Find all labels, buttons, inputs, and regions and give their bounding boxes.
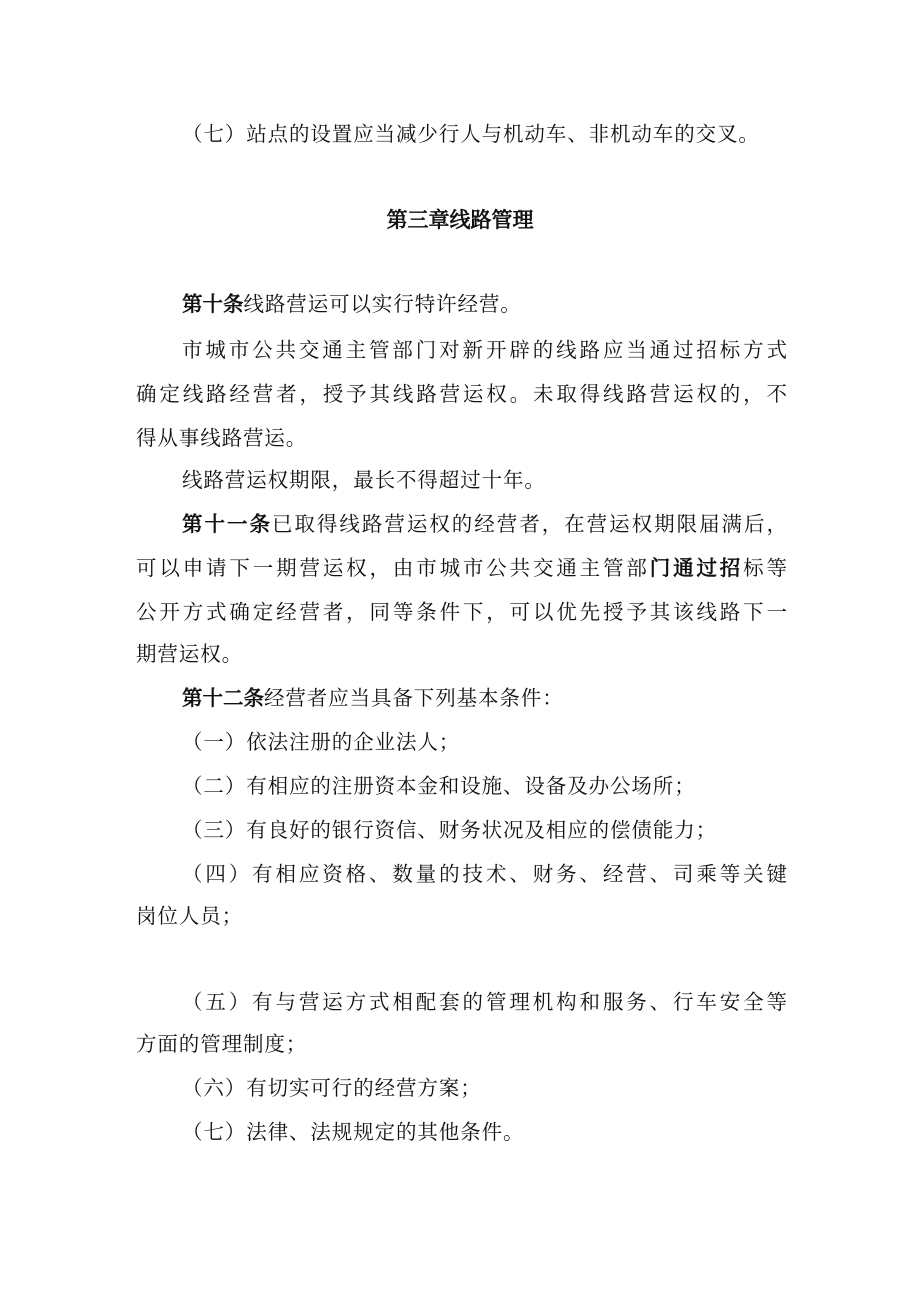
article-10-para3: 线路营运权期限，最长不得超过十年。 xyxy=(182,468,546,492)
article-11-line4: 期营运权。 xyxy=(136,642,243,666)
article-12-item-2: （二）有相应的注册资本金和设施、设备及办公场所； xyxy=(182,774,696,798)
article-12-item-5-cont: 方面的管理制度； xyxy=(136,1032,308,1056)
article-12-item-3: （三）有良好的银行资信、财务状况及相应的偿债能力； xyxy=(182,818,717,842)
article-11-line2-bold: 门通过招 xyxy=(649,556,744,580)
article-11-line1 xyxy=(182,510,787,538)
article-12-item-5: （五）有与营运方式相配套的管理机构和服务、行车安全等 xyxy=(182,990,787,1014)
article-12-heading xyxy=(182,684,564,712)
article-10-para2-line3: 得从事线路营运。 xyxy=(136,426,308,450)
article-11-line2 xyxy=(136,554,787,582)
article-10-para2-line2: 确定线路经营者，授予其线路营运权。未取得线路营运权的，不 xyxy=(136,382,787,406)
article-12-item-6: （六）有切实可行的经营方案； xyxy=(182,1076,482,1100)
article-12-item-4-cont: 岗位人员； xyxy=(136,904,243,928)
chapter-title: 第三章线路管理 xyxy=(386,208,534,232)
article-11-line2-c: 标等 xyxy=(743,556,788,580)
article-11-line3: 公开方式确定经营者，同等条件下，可以优先授予其该线路下一 xyxy=(136,600,787,624)
article-12-text: 经营者应当具备下列基本条件： xyxy=(264,686,564,710)
prev-item-7: （七）站点的设置应当减少行人与机动车、非机动车的交叉。 xyxy=(182,122,760,146)
article-12-item-1: （一）依法注册的企业法人； xyxy=(182,730,461,754)
article-10-label: 第十条 xyxy=(182,292,244,316)
article-12-item-7: （七）法律、法规规定的其他条件。 xyxy=(182,1120,525,1144)
article-11-line1-text: 已取得线路营运权的经营者，在营运权期限届满后， xyxy=(271,512,788,536)
article-12-item-4: （四）有相应资格、数量的技术、财务、经营、司乘等关键 xyxy=(182,862,787,886)
article-10-text: 线路营运可以实行特许经营。 xyxy=(243,292,522,316)
article-10-para2-line1: 市城市公共交通主管部门对新开辟的线路应当通过招标方式 xyxy=(182,338,787,362)
article-11-line2-a: 可以申请下一期营运权，由市城市公共交通主管部 xyxy=(136,556,650,580)
article-12-label: 第十二条 xyxy=(182,686,264,710)
article-11-label: 第十一条 xyxy=(182,512,272,536)
article-10-heading xyxy=(182,290,522,318)
